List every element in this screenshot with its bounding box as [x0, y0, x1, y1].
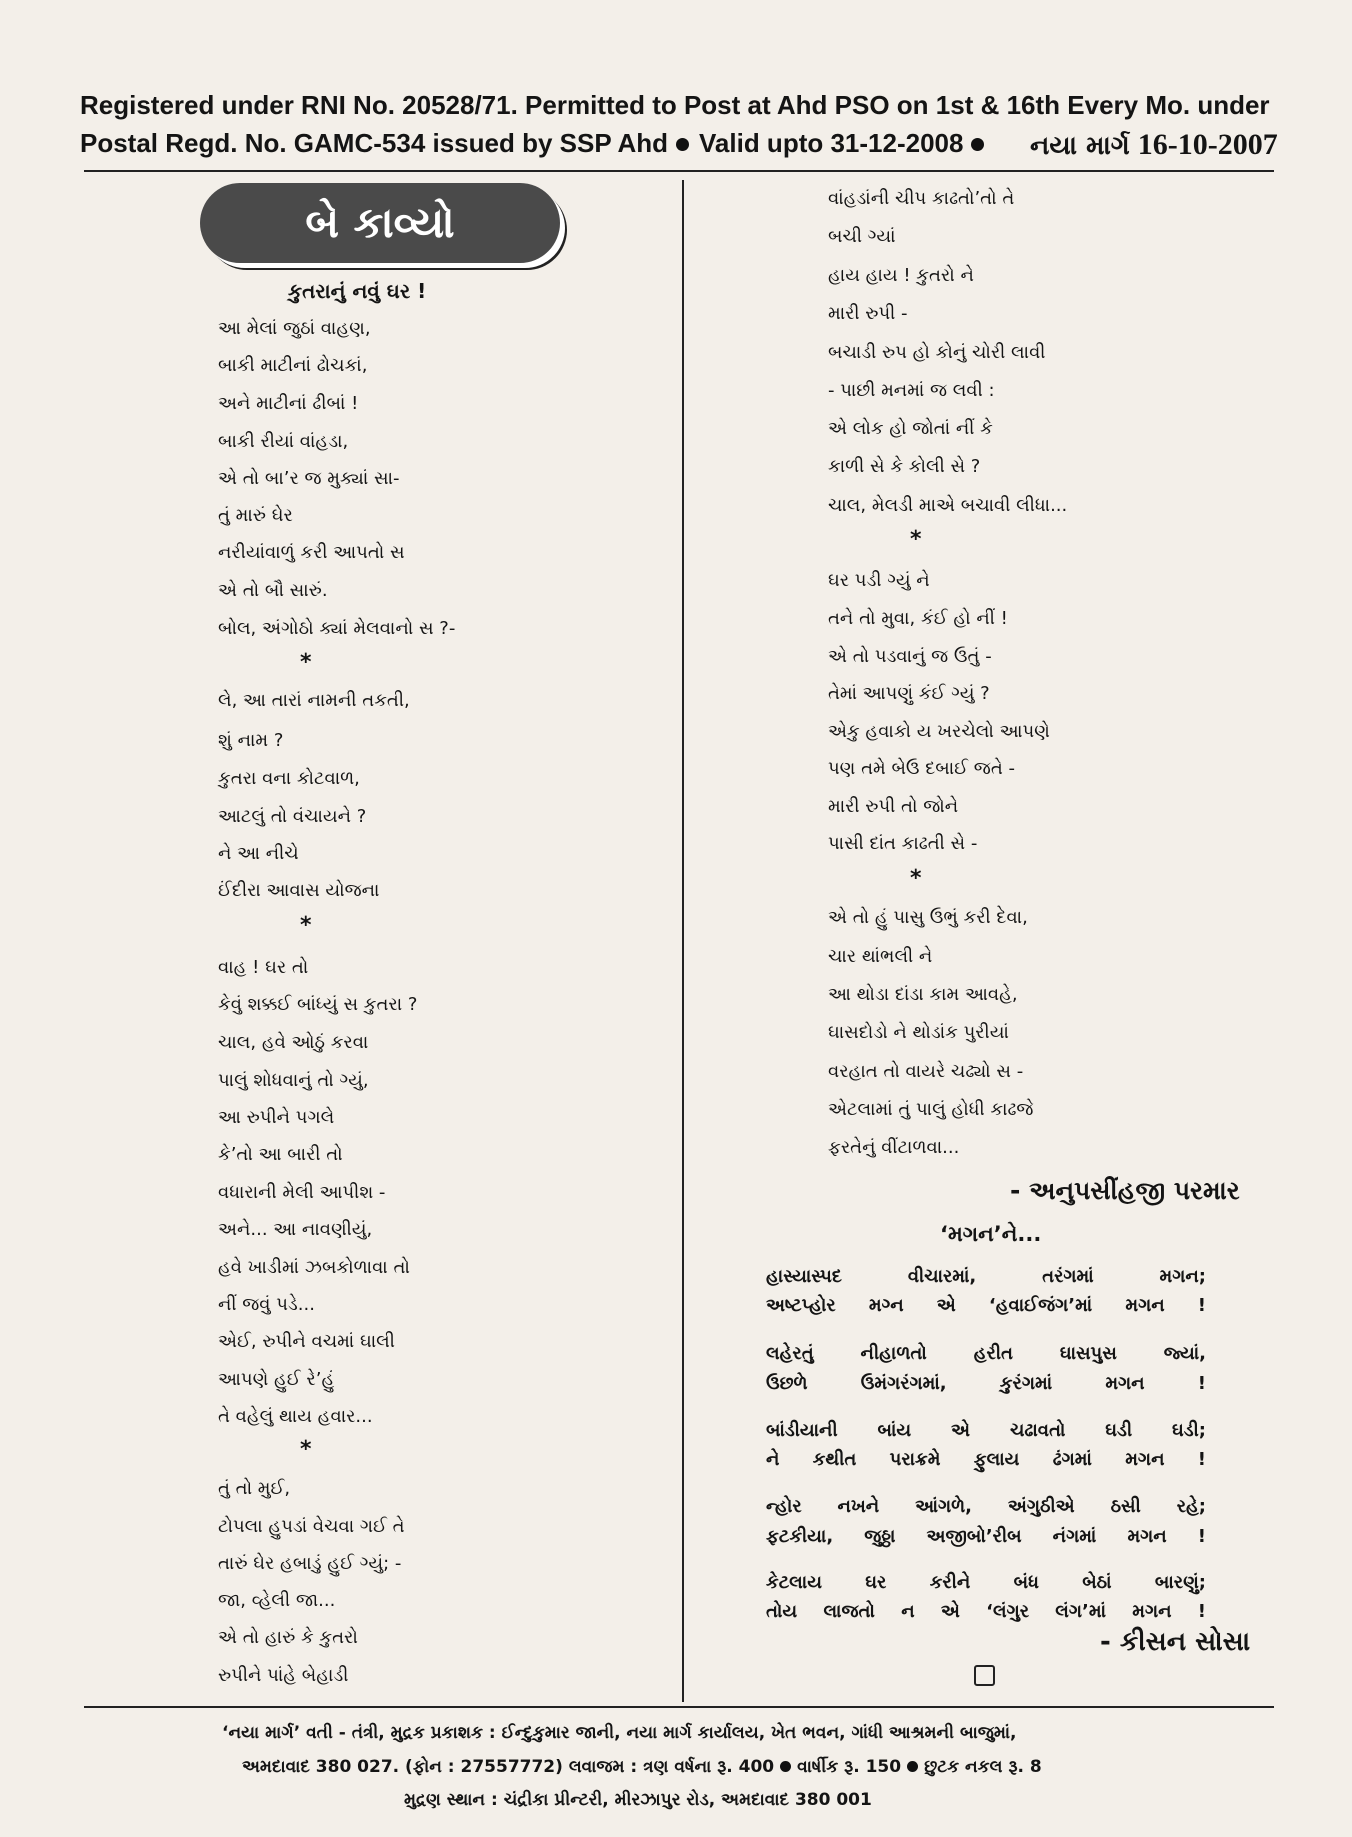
- single-copy-rate-text: છુટક નકલ રૂ. 8: [924, 1757, 1042, 1777]
- poem1-author: - અનુપસીંહજી પરમાર: [1010, 1176, 1240, 1205]
- poem-line: આ રુપીને પગલે: [218, 1107, 335, 1128]
- poem-line: એ તો પડવાનું જ ઉતું -: [828, 646, 992, 667]
- section-separator: *: [300, 1437, 312, 1462]
- poem1-title: કુતરાનું નવું ઘર !: [288, 279, 427, 303]
- ghazal-line: તોય લાજતો ન એ ‘લંગુર લંગ’માં મગન !: [766, 1601, 1206, 1622]
- poem-line: તને તો મુવા, કંઈ હો નીં !: [828, 608, 1008, 629]
- poem-line: ને આ નીચે: [218, 843, 299, 864]
- postal-regd-text: Postal Regd. No. GAMC-534 issued by SSP Ahd: [80, 128, 669, 158]
- poem-line: એકુ હવાકો ય ખરચેલો આપણે: [828, 721, 1050, 742]
- poem-line: આ થોડા દાંડા કામ આવહે,: [828, 984, 1018, 1005]
- bullet-icon: [907, 1761, 918, 1772]
- poem-line: જા, વ્હેલી જા...: [218, 1590, 336, 1611]
- poem-line: તું મારું ઘેર: [218, 505, 293, 526]
- poem-line: વાહ ! ઘર તો: [218, 957, 309, 978]
- poem-line: કાળી સે કે કોલી સે ?: [828, 456, 981, 477]
- ghazal-line: ઉછળે ઉમંગરંગમાં, કુરંગમાં મગન !: [766, 1373, 1206, 1394]
- poem-line: વાંહડાંની ચીપ કાઢતો’તો તે: [828, 188, 1015, 209]
- poem-line: ચાલ, હવે ઓઠું કરવા: [218, 1032, 369, 1053]
- ghazal-line: ફટકીયા, જુઠ્ઠા અજીબો’રીબ નંગમાં મગન !: [766, 1526, 1206, 1547]
- poem-line: એ લોક હો જોતાં નીં કે: [828, 418, 993, 439]
- poem-line: એટલામાં તું પાલું હોધી કાઢજે: [828, 1099, 1034, 1120]
- poem-line: મારી રુપી તો જોને: [828, 796, 959, 817]
- poem-line: ટોપલા હુપડાં વેચવા ગઈ તે: [218, 1516, 405, 1537]
- poem-line: આ મેલાં જુઠાં વાહણ,: [218, 318, 371, 339]
- ghazal-line: બાંડીયાની બાંય એ ચઢાવતો ઘડી ઘડી;: [766, 1420, 1206, 1441]
- bullet-icon: [676, 138, 689, 151]
- ghazal-line: ને કથીત પરાક્રમે ફુલાય ઢંગમાં મગન !: [766, 1449, 1206, 1470]
- poem-line: નરીયાંવાળું કરી આપતો સ: [218, 542, 405, 563]
- poem-line: બાકી માટીનાં ઢોચકાં,: [218, 355, 368, 376]
- registration-line-1: Registered under RNI No. 20528/71. Permitted to Post at Ahd PSO on 1st & 16th Every Mo. under: [80, 90, 1270, 120]
- footer-line-2: [242, 1757, 1042, 1777]
- poem-line: પાલું શોધવાનું તો ગ્યું,: [218, 1070, 369, 1091]
- address-subscription-text: અમદાવાદ 380 027. (ફોન : 27557772) લવાજમ : ત્રણ વર્ષના રૂ. 400: [242, 1757, 775, 1777]
- poem2-author: - કીસન સોસા: [1100, 1627, 1251, 1657]
- poem-line: મારી રુપી -: [828, 303, 908, 324]
- annual-rate-text: વાર્ષીક રૂ. 150: [797, 1757, 902, 1777]
- issue-info: [1030, 128, 1278, 162]
- poem-line: તેમાં આપણું કંઈ ગ્યું ?: [828, 683, 990, 704]
- poem-line: ફરતેનું વીંટાળવા...: [828, 1137, 960, 1158]
- valid-upto-text: Valid upto 31-12-2008: [699, 128, 964, 158]
- poem-line: બાકી રીયાં વાંહડા,: [218, 431, 349, 452]
- poem-line: ચાર થાંભલી ને: [828, 946, 933, 967]
- poem-line: ઘર પડી ગ્યું ને: [828, 570, 930, 591]
- ghazal-line: હાસ્યાસ્પદ વીચારમાં, તરંગમાં મગન;: [766, 1266, 1206, 1287]
- ghazal-line: ન્હોર નખને આંગળે, અંગુઠીએ ઠસી રહે;: [766, 1496, 1206, 1517]
- poem-line: - પાછી મનમાં જ લવી :: [828, 380, 995, 401]
- section-separator: *: [910, 527, 922, 552]
- poem-line: લે, આ તારાં નામની તકતી,: [218, 690, 410, 711]
- column-divider: [682, 180, 684, 1702]
- poem-line: ઈંદીરા આવાસ યોજના: [218, 880, 380, 901]
- footer-line-3: મુદ્રણ સ્થાન : ચંદ્રીકા પ્રીન્ટરી, મીરઝાપુર રોડ, અમદાવાદ 380 001: [404, 1790, 872, 1810]
- section-separator: *: [300, 650, 312, 675]
- poem-line: પાસી દાંત કાઢતી સે -: [828, 833, 978, 854]
- poem-line: કુતરા વના કોટવાળ,: [218, 768, 360, 789]
- section-separator: *: [300, 913, 312, 938]
- poem-line: તે વહેલું થાય હવાર...: [218, 1406, 373, 1427]
- poem-line: અને... આ નાવણીયું,: [218, 1219, 373, 1240]
- poem-line: એ તો હારું કે કુતરો: [218, 1627, 358, 1648]
- poem-line: કે’તો આ બારી તો: [218, 1144, 343, 1165]
- poem-line: તું તો મુઈ,: [218, 1478, 291, 1499]
- poem-line: અને માટીનાં ઢીબાં !: [218, 393, 359, 414]
- poem-line: એ તો હું પાસુ ઉભું કરી દેવા,: [828, 907, 1028, 928]
- ghazal-line: લહેરતું નીહાળતો હરીત ઘાસપુસ જ્યાં,: [766, 1343, 1206, 1364]
- footer-line-1: ‘નયા માર્ગ’ વતી - તંત્રી, મુદ્રક પ્રકાશક : ઈન્દુકુમાર જાની, નયા માર્ગ કાર્યાલય, ખેત ભવન, ગાંધી આશ્રમની બાજુમાં,: [222, 1723, 1017, 1743]
- end-mark-icon: [974, 1665, 995, 1686]
- footer-divider: [84, 1706, 1274, 1708]
- ghazal-line: અષ્ટપ્હોર મગ્ન એ ‘હવાઈજંગ’માં મગન !: [766, 1295, 1206, 1316]
- section-separator: *: [910, 866, 922, 891]
- poem-line: આપણે હુઈ રે’હું: [218, 1369, 335, 1390]
- header-divider: [84, 170, 1274, 172]
- poem-line: વરહાત તો વાયરે ચઢ્યો સ -: [828, 1061, 1024, 1082]
- poem-line: બચી ગ્યાં: [828, 226, 896, 247]
- bullet-icon: [971, 138, 984, 151]
- poem-line: એ તો બૌ સારું.: [218, 580, 328, 601]
- poem-line: એઈ, રુપીને વચમાં ઘાલી: [218, 1331, 395, 1352]
- ghazal-line: કેટલાય ઘર કરીને બંધ બેઠાં બારણું;: [766, 1572, 1206, 1593]
- poem-line: બચાડી રુપ હો કોનું ચોરી લાવી: [828, 342, 1046, 363]
- poem-line: વધારાની મેલી આપીશ -: [218, 1182, 386, 1203]
- banner-title: બે કાવ્યો: [200, 183, 560, 263]
- poem-line: બોલ, અંગોઠો ક્યાં મેલવાનો સ ?-: [218, 618, 456, 639]
- poem-line: શું નામ ?: [218, 730, 284, 751]
- issue-name: નયા માર્ગ: [1030, 131, 1130, 161]
- poem-line: નીં જવું પડે...: [218, 1294, 315, 1315]
- issue-date: 16-10-2007: [1137, 128, 1278, 161]
- poem-line: એ તો બા’ર જ મુક્યાં સા-: [218, 468, 400, 489]
- poem-line: ચાલ, મેલડી માએ બચાવી લીધા...: [828, 495, 1068, 516]
- poem-line: ઘાસદોડો ને થોડાંક પુરીયાં: [828, 1022, 1009, 1043]
- bullet-icon: [780, 1761, 791, 1772]
- poem-line: આટલું તો વંચાયને ?: [218, 806, 367, 827]
- poem-line: પણ તમે બેઉ દબાઈ જતે -: [828, 758, 1015, 779]
- poem-line: તારું ઘેર હબાડું હુઈ ગ્યું; -: [218, 1553, 402, 1574]
- poem2-title: ‘મગન’ને...: [940, 1222, 1042, 1246]
- poem-line: હવે ખાડીમાં ઝબકોળાવા તો: [218, 1257, 410, 1278]
- poem-line: હાય હાય ! કુતરો ને: [828, 265, 974, 286]
- poem-line: કેવું શક્કઈ બાંધ્યું સ કુતરા ?: [218, 994, 418, 1015]
- poem-line: રુપીને પાંહે બેહાડી: [218, 1665, 349, 1686]
